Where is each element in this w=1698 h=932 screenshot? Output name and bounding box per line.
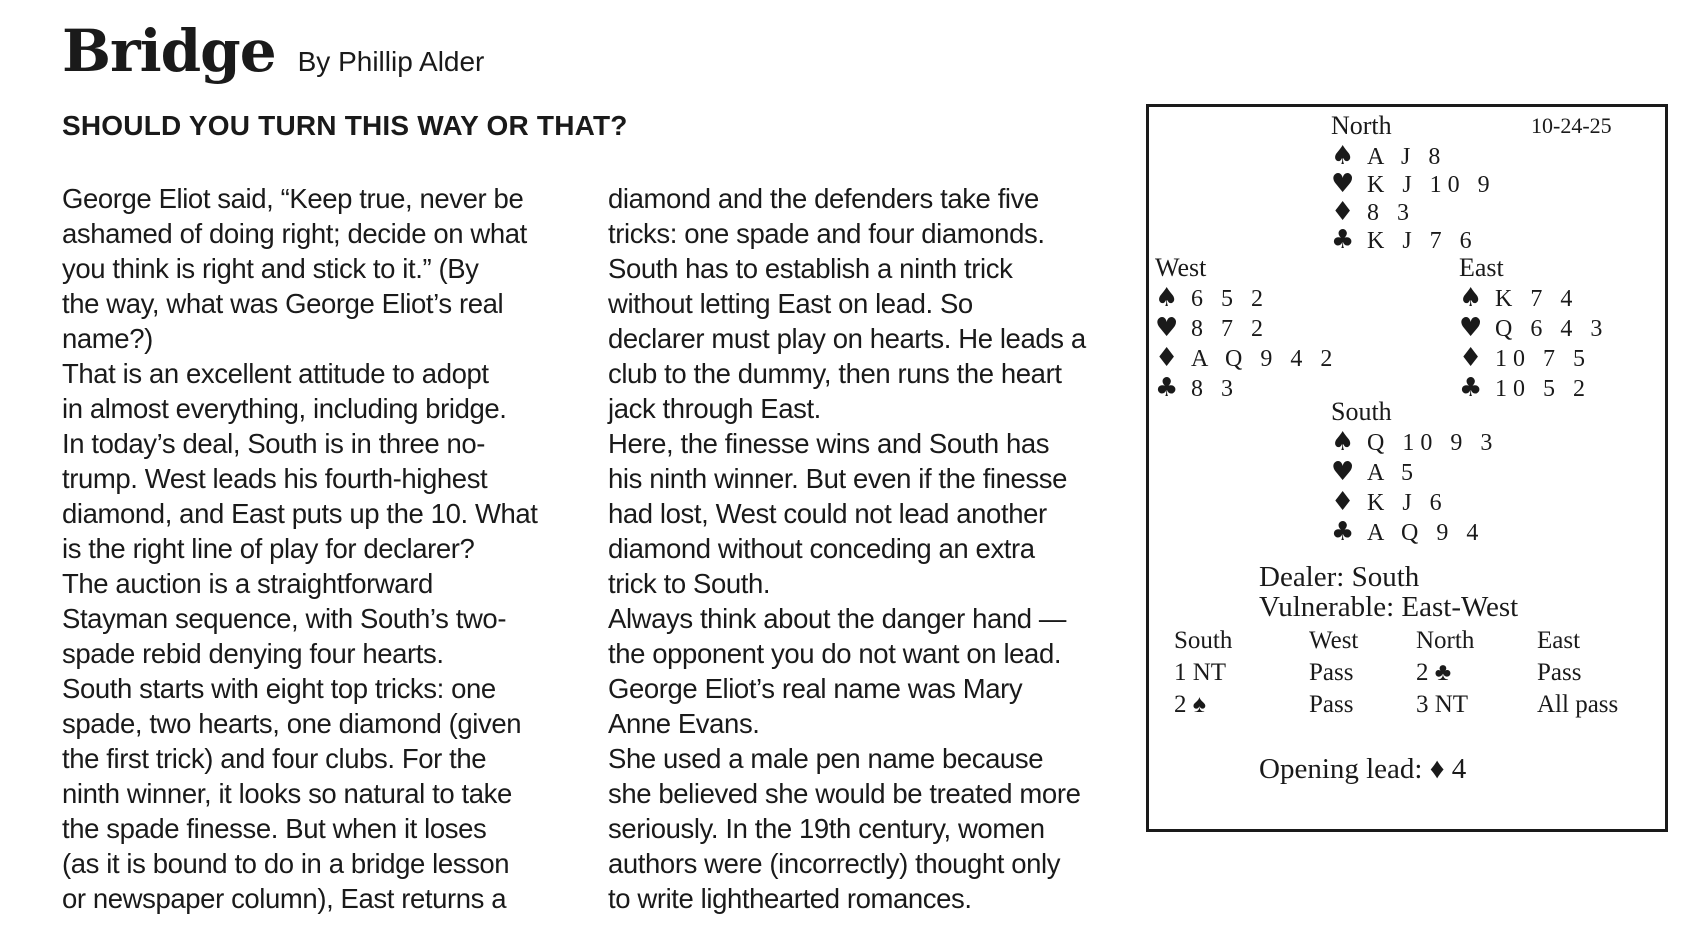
article-line: is the right line of play for declarer?	[62, 533, 475, 564]
east-label: East	[1459, 253, 1504, 282]
article-line: diamond, and East puts up the 10. What	[62, 498, 538, 529]
article-line: She used a male pen name because	[608, 743, 1044, 774]
article-line: Stayman sequence, with South’s two-	[62, 603, 507, 634]
north-diamonds: ♦ 8 3	[1331, 197, 1415, 227]
south-clubs: ♣ A Q 9 4	[1331, 517, 1485, 547]
article-line: ashamed of doing right; decide on what	[62, 218, 527, 249]
article-line: in almost everything, including bridge.	[62, 393, 507, 424]
auction-bid: Pass	[1309, 691, 1354, 718]
heart-icon: ♥	[1331, 169, 1355, 199]
article-line: club to the dummy, then runs the heart	[608, 358, 1062, 389]
article-line: his ninth winner. But even if the finesse	[608, 463, 1068, 494]
auction-bid: All pass	[1537, 691, 1619, 718]
article-line: spade, two hearts, one diamond (given	[62, 708, 522, 739]
auction-bid: 1 NT	[1174, 659, 1227, 686]
club-icon: ♣	[1331, 225, 1355, 255]
article-line: the opponent you do not want on lead.	[608, 638, 1062, 669]
west-diamonds: ♦ A Q 9 4 2	[1155, 343, 1339, 373]
article-line: to write lighthearted romances.	[608, 883, 972, 914]
article-line: authors were (incorrectly) thought only	[608, 848, 1061, 879]
east-clubs: ♣ 10 5 2	[1459, 373, 1591, 403]
article-line: declarer must play on hearts. He leads a	[608, 323, 1086, 354]
east-spades: ♠ K 7 4	[1459, 283, 1579, 313]
article-line: South has to establish a ninth trick	[608, 253, 1013, 284]
headline: SHOULD YOU TURN THIS WAY OR THAT?	[62, 110, 628, 141]
article-line: ninth winner, it looks so natural to take	[62, 778, 512, 809]
article-line: she believed she would be treated more	[608, 778, 1081, 809]
article-column-right	[608, 181, 1128, 916]
masthead	[62, 17, 485, 85]
article-line: diamond and the defenders take five	[608, 183, 1039, 214]
auction-header-north: North	[1416, 627, 1475, 654]
article-line: Always think about the danger hand —	[608, 603, 1066, 634]
article-line: Here, the finesse wins and South has	[608, 428, 1050, 459]
diamond-icon: ♦	[1459, 343, 1483, 373]
diamond-icon: ♦	[1331, 487, 1355, 517]
north-clubs: ♣ K J 7 6	[1331, 225, 1478, 255]
spade-icon: ♠	[1459, 283, 1483, 313]
south-hearts: ♥ A 5	[1331, 457, 1420, 487]
byline: By Phillip Alder	[297, 46, 485, 77]
west-label: West	[1155, 253, 1207, 282]
heart-icon: ♥	[1459, 313, 1483, 343]
spade-icon: ♠	[1331, 141, 1355, 171]
article-line: the first trick) and four clubs. For the	[62, 743, 487, 774]
club-icon: ♣	[1331, 517, 1355, 547]
vulnerable-info: Vulnerable: East-West	[1259, 591, 1519, 623]
auction-bid: 2 ♣	[1416, 659, 1452, 686]
article-line: the spade finesse. But when it loses	[62, 813, 487, 844]
auction-bid: Pass	[1537, 659, 1582, 686]
south-label: South	[1331, 397, 1392, 426]
article-line: had lost, West could not lead another	[608, 498, 1047, 529]
spade-icon: ♠	[1331, 427, 1355, 457]
article-line: South starts with eight top tricks: one	[62, 673, 496, 704]
article-line: In today’s deal, South is in three no-	[62, 428, 486, 459]
auction-header-east: East	[1537, 627, 1581, 654]
article-line: That is an excellent attitude to adopt	[62, 358, 489, 389]
article-line: spade rebid denying four hearts.	[62, 638, 444, 669]
article-line: diamond without conceding an extra	[608, 533, 1035, 564]
north-hearts: ♥ K J 10 9	[1331, 169, 1496, 199]
diamond-icon: ♦	[1155, 343, 1179, 373]
auction-bid: 3 NT	[1416, 691, 1469, 718]
dealer-info: Dealer: South	[1259, 561, 1420, 593]
auction-header-west: West	[1309, 627, 1359, 654]
spade-icon: ♠	[1155, 283, 1179, 313]
article-line: name?)	[62, 323, 153, 354]
article-line: The auction is a straightforward	[62, 568, 433, 599]
deal-date: 10-24-25	[1531, 113, 1612, 138]
article-column-left	[62, 181, 602, 916]
article-line: seriously. In the 19th century, women	[608, 813, 1045, 844]
opening-lead: Opening lead: ♦ 4	[1259, 753, 1467, 785]
club-icon: ♣	[1155, 373, 1179, 403]
article-line: George Eliot said, “Keep true, never be	[62, 183, 524, 214]
north-spades: ♠ A J 8	[1331, 141, 1447, 171]
auction-header-south: South	[1174, 627, 1233, 654]
heart-icon: ♥	[1331, 457, 1355, 487]
west-spades: ♠ 6 5 2	[1155, 283, 1269, 313]
south-spades: ♠ Q 10 9 3	[1331, 427, 1499, 457]
west-clubs: ♣ 8 3	[1155, 373, 1239, 403]
article-line: tricks: one spade and four diamonds.	[608, 218, 1045, 249]
article-line: trick to South.	[608, 568, 771, 599]
article-line: Anne Evans.	[608, 708, 760, 739]
auction-bid: 2 ♠	[1174, 691, 1207, 718]
article-line: the way, what was George Eliot’s real	[62, 288, 504, 319]
club-icon: ♣	[1459, 373, 1483, 403]
east-hearts: ♥ Q 6 4 3	[1459, 313, 1609, 343]
north-label: North	[1331, 111, 1392, 140]
south-diamonds: ♦ K J 6	[1331, 487, 1448, 517]
article-line: you think is right and stick to it.” (By	[62, 253, 479, 284]
article-line: jack through East.	[608, 393, 821, 424]
diamond-icon: ♦	[1331, 197, 1355, 227]
article-line: or newspaper column), East returns a	[62, 883, 507, 914]
heart-icon: ♥	[1155, 313, 1179, 343]
deal-diagram	[1146, 104, 1668, 832]
east-diamonds: ♦ 10 7 5	[1459, 343, 1591, 373]
west-hearts: ♥ 8 7 2	[1155, 313, 1269, 343]
article-line: trump. West leads his fourth-highest	[62, 463, 488, 494]
article-line: without letting East on lead. So	[608, 288, 973, 319]
column-title: Bridge	[62, 17, 276, 85]
article-line: (as it is bound to do in a bridge lesson	[62, 848, 510, 879]
auction-bid: Pass	[1309, 659, 1354, 686]
article-line: George Eliot’s real name was Mary	[608, 673, 1023, 704]
